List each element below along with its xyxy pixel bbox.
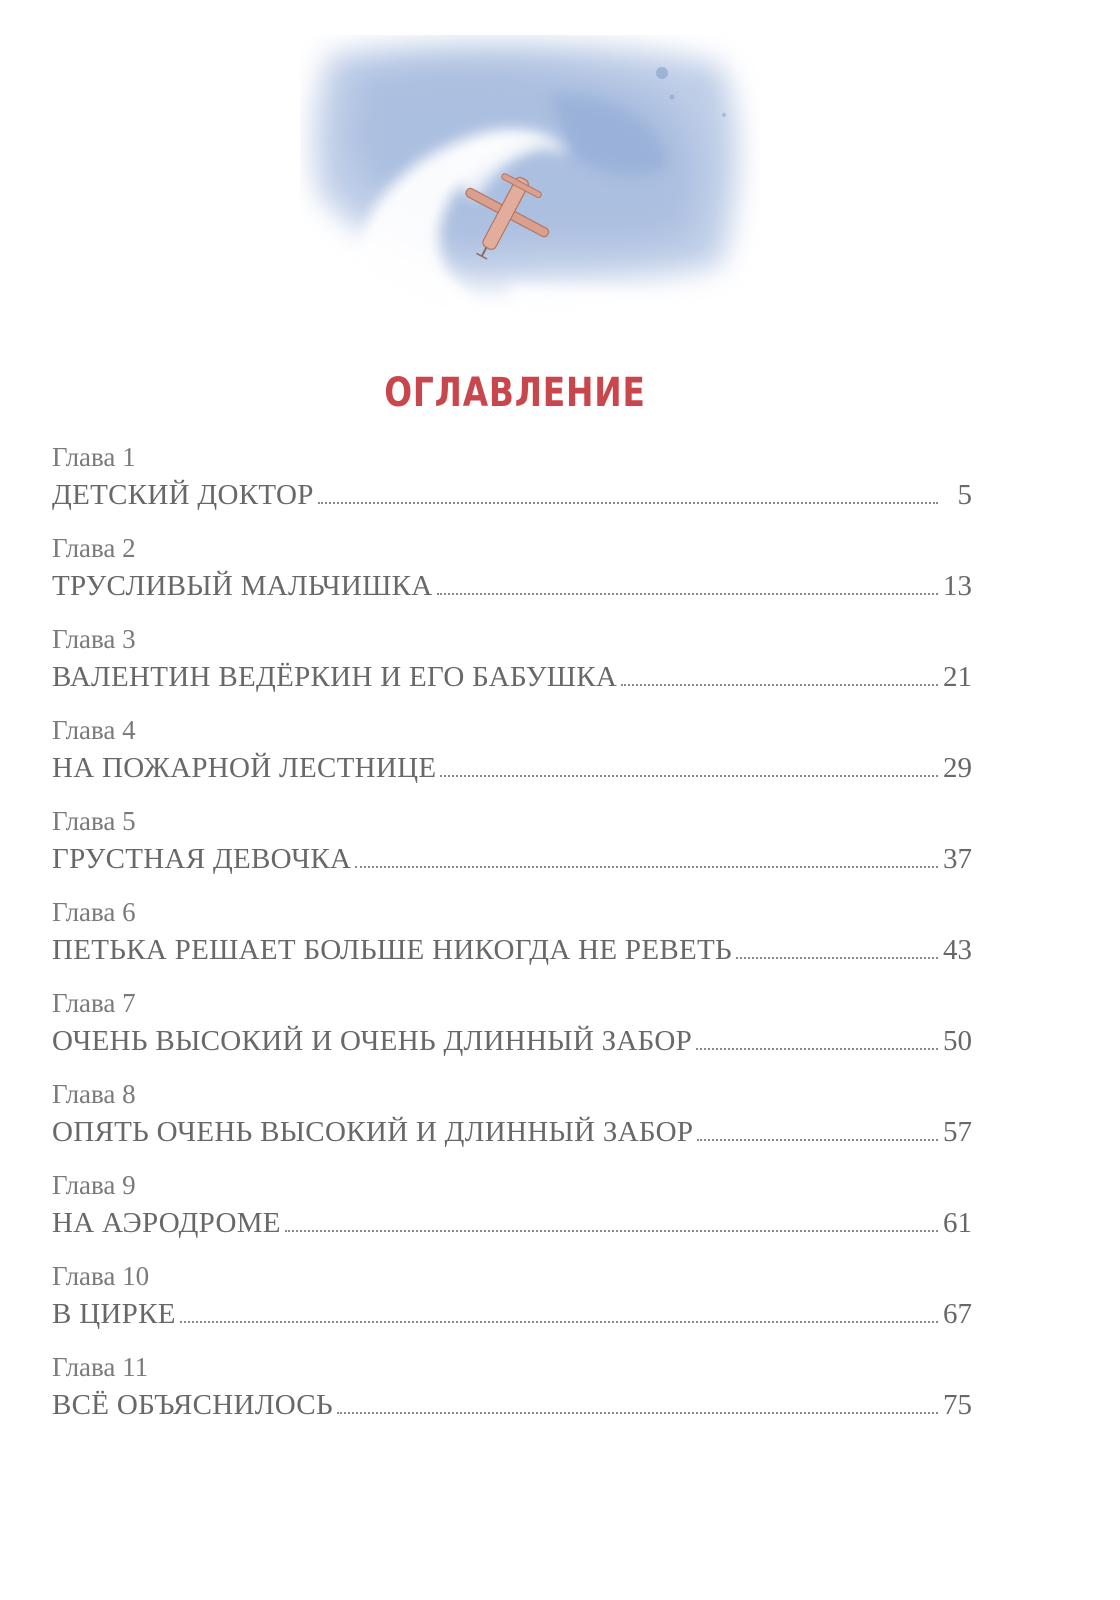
page-number: 5 bbox=[957, 479, 972, 511]
leader-dots bbox=[318, 501, 938, 504]
leader-dots bbox=[736, 956, 938, 959]
watercolor-sky-airplane-icon bbox=[300, 35, 760, 355]
page-number: 75 bbox=[943, 1389, 972, 1421]
leader-dots bbox=[697, 1138, 938, 1141]
leader-dots bbox=[440, 774, 938, 777]
leader-dots bbox=[285, 1229, 938, 1232]
chapter-title: НА ПОЖАРНОЙ ЛЕСТНИЦЕ bbox=[52, 752, 437, 784]
chapter-line bbox=[52, 658, 972, 696]
chapter-line bbox=[52, 1386, 972, 1424]
chapter-title: ОПЯТЬ ОЧЕНЬ ВЫСОКИЙ И ДЛИННЫЙ ЗАБОР bbox=[52, 1116, 694, 1148]
chapter-line bbox=[52, 476, 972, 514]
leader-dots bbox=[180, 1320, 938, 1323]
chapter-line bbox=[52, 1295, 972, 1333]
page-number: 67 bbox=[943, 1298, 972, 1330]
leader-dots bbox=[337, 1411, 938, 1414]
page-number: 50 bbox=[943, 1025, 972, 1057]
toc-entry[interactable] bbox=[52, 622, 972, 713]
chapter-number: Глава 7 bbox=[52, 988, 136, 1018]
chapter-number: Глава 10 bbox=[52, 1261, 150, 1291]
chapter-line bbox=[52, 840, 972, 878]
page-number: 21 bbox=[943, 661, 972, 693]
chapter-line bbox=[52, 749, 972, 787]
toc-entry[interactable] bbox=[52, 804, 972, 895]
chapter-number: Глава 9 bbox=[52, 1170, 136, 1200]
toc-entry[interactable] bbox=[52, 1077, 972, 1168]
leader-dots bbox=[437, 592, 938, 595]
chapter-number: Глава 11 bbox=[52, 1352, 149, 1382]
chapter-title: НА АЭРОДРОМЕ bbox=[52, 1207, 281, 1239]
leader-dots bbox=[621, 683, 938, 686]
chapter-number: Глава 4 bbox=[52, 715, 136, 745]
chapter-line bbox=[52, 1022, 972, 1060]
chapter-line bbox=[52, 1113, 972, 1151]
toc-entry[interactable] bbox=[52, 895, 972, 986]
page-number: 13 bbox=[943, 570, 972, 602]
sky-airplane-illustration bbox=[300, 35, 760, 355]
chapter-number: Глава 5 bbox=[52, 806, 136, 836]
chapter-number: Глава 2 bbox=[52, 533, 136, 563]
chapter-line bbox=[52, 1204, 972, 1242]
toc-entry[interactable] bbox=[52, 531, 972, 622]
chapter-title: ВСЁ ОБЪЯСНИЛОСЬ bbox=[52, 1389, 333, 1421]
chapter-title: ДЕТСКИЙ ДОКТОР bbox=[52, 479, 314, 511]
toc-entry[interactable] bbox=[52, 713, 972, 804]
chapter-number: Глава 6 bbox=[52, 897, 136, 927]
table-of-contents bbox=[52, 440, 972, 1441]
page-number: 29 bbox=[943, 752, 972, 784]
chapter-title: ВАЛЕНТИН ВЕДЁРКИН И ЕГО БАБУШКА bbox=[52, 661, 618, 693]
toc-entry[interactable] bbox=[52, 1168, 972, 1259]
toc-entry[interactable] bbox=[52, 986, 972, 1077]
chapter-line bbox=[52, 567, 972, 605]
page-title: ОГЛАВЛЕНИЕ bbox=[384, 370, 646, 416]
leader-dots bbox=[355, 865, 938, 868]
page-number: 61 bbox=[943, 1207, 972, 1239]
page-number: 57 bbox=[943, 1116, 972, 1148]
toc-entry[interactable] bbox=[52, 1350, 972, 1441]
page-number: 43 bbox=[943, 934, 972, 966]
toc-entry[interactable] bbox=[52, 1259, 972, 1350]
chapter-title: ПЕТЬКА РЕШАЕТ БОЛЬШЕ НИКОГДА НЕ РЕВЕТЬ bbox=[52, 934, 732, 966]
chapter-title: В ЦИРКЕ bbox=[52, 1298, 176, 1330]
chapter-title: ОЧЕНЬ ВЫСОКИЙ И ОЧЕНЬ ДЛИННЫЙ ЗАБОР bbox=[52, 1025, 693, 1057]
chapter-number: Глава 1 bbox=[52, 442, 136, 472]
leader-dots bbox=[696, 1047, 938, 1050]
toc-entry[interactable] bbox=[52, 440, 972, 531]
page-number: 37 bbox=[943, 843, 972, 875]
chapter-title: ТРУСЛИВЫЙ МАЛЬЧИШКА bbox=[52, 570, 433, 602]
chapter-title: ГРУСТНАЯ ДЕВОЧКА bbox=[52, 843, 352, 875]
chapter-line bbox=[52, 931, 972, 969]
chapter-number: Глава 3 bbox=[52, 624, 136, 654]
chapter-number: Глава 8 bbox=[52, 1079, 136, 1109]
